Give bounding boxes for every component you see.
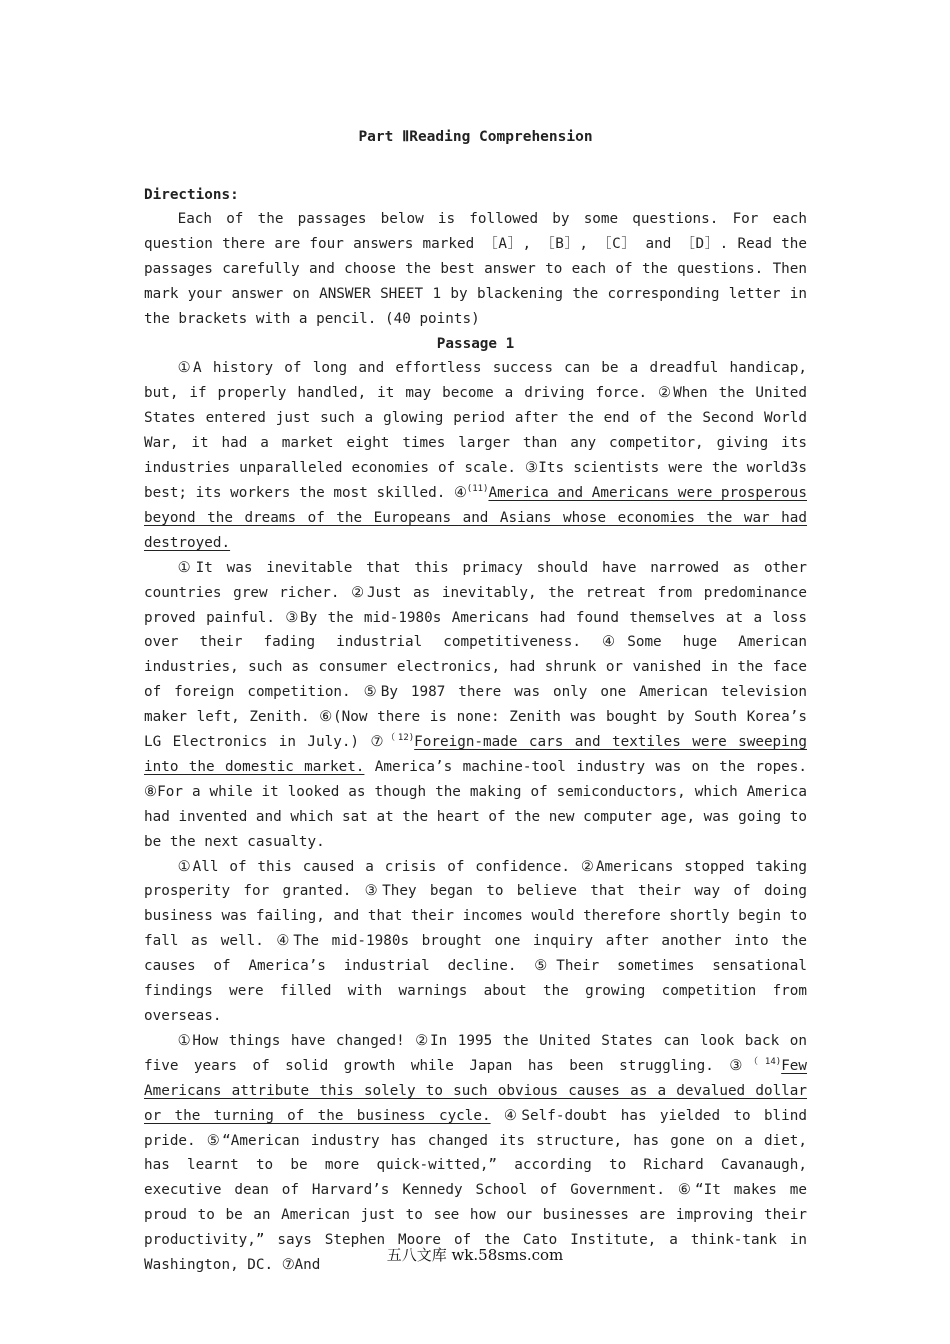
directions-text: Each of the passages below is followed by some questions. For each question there are four answers marked ［A］, ［B］, ［C］ and ［D］. Read the passages carefully and choose the best answer to each of the questions. Then mark your answer on ANSWER SHEET 1 by blackening the corresponding letter in the brackets with a pencil. (40 points)	[144, 211, 807, 327]
underlined-sentence-11: America and Americans were prosperous beyond the dreams of the Europeans and Asians whose economies the war had destroyed.	[144, 484, 807, 551]
question-marker-14: （14)	[749, 1056, 782, 1067]
paragraph-2	[144, 556, 807, 855]
question-marker-11: (11)	[466, 483, 489, 494]
passage-heading: Passage 1	[436, 335, 515, 352]
paragraph-2-text-cont: America’s machine-tool industry was on the ropes. ⑧For a while it looked as though the making of semiconductors, which America had invented and which sat at the heart of the new computer age, was going to be the next casualty.	[144, 758, 808, 850]
paragraph-4-text-cont: ④Self-doubt has yielded to blind pride. ⑤“American industry has changed its structure, has gone on a diet, has learnt to be more quick-witted,” according to Richard Cavanaugh, executive dean of Harvard’s Kennedy School of Government. ⑥“It makes me proud to be an American just to see how our businesses are improving their productivity,” says Stephen Moore of the Cato Institute, a think-tank in Washington, DC. ⑦And	[144, 1107, 807, 1274]
document-body	[144, 207, 807, 1278]
underlined-sentence-12: Foreign-made cars and textiles were sweeping into the domestic market.	[144, 734, 807, 775]
paragraph-1	[144, 356, 807, 555]
paragraph-2-text: ①It was inevitable that this primacy should have narrowed as other countries grew richer. ②Just as inevitably, the retreat from predominance proved painful. ③By the mid-1980s Americans had found themselves at a loss over their fading industrial competitiveness. ④Some huge American industries, such as consumer electronics, had shrunk or vanished in the face of foreign competition. ⑤By 1987 there was only one American television maker left, Zenith. ⑥(Now there is none: Zenith was bought by South Korea’s LG Electronics in July.) ⑦	[144, 559, 807, 751]
paragraph-3: ①All of this caused a crisis of confidence. ②Americans stopped taking prosperity for granted. ③They began to believe that their way of doing business was failing, and that their incomes would therefore shortly begin to fall as well. ④The mid-1980s brought one inquiry after another into the causes of America’s industrial decline. ⑤Their sometimes sensational findings were filled with warnings about the growing competition from overseas.	[144, 858, 807, 1024]
paragraph-4	[144, 1029, 807, 1278]
underlined-sentence-14: Few Americans attribute this solely to such obvious causes as a devalued dollar or the turning of the business cycle.	[144, 1057, 808, 1124]
paragraph-4-text: ①How things have changed! ②In 1995 the United States can look back on five years of solid growth while Japan has been struggling. ③	[144, 1032, 807, 1074]
footer-watermark: 五八文库 wk.58sms.com	[386, 1246, 564, 1264]
directions-heading: Directions:	[144, 187, 239, 203]
page-title: Part ⅡReading Comprehension	[358, 129, 593, 145]
question-marker-12: （12)	[386, 733, 415, 744]
paragraph-1-text: ①A history of long and effortless success can be a dreadful handicap, but, if properly handled, it may become a driving force. ②When the United States entered just such a glowing period after the end of the Second World War, it had a market eight times larger than any competitor, giving its industries unparalleled economies of scale. ③Its scientists were the world3s best; its workers the most skilled. ④	[144, 360, 807, 501]
